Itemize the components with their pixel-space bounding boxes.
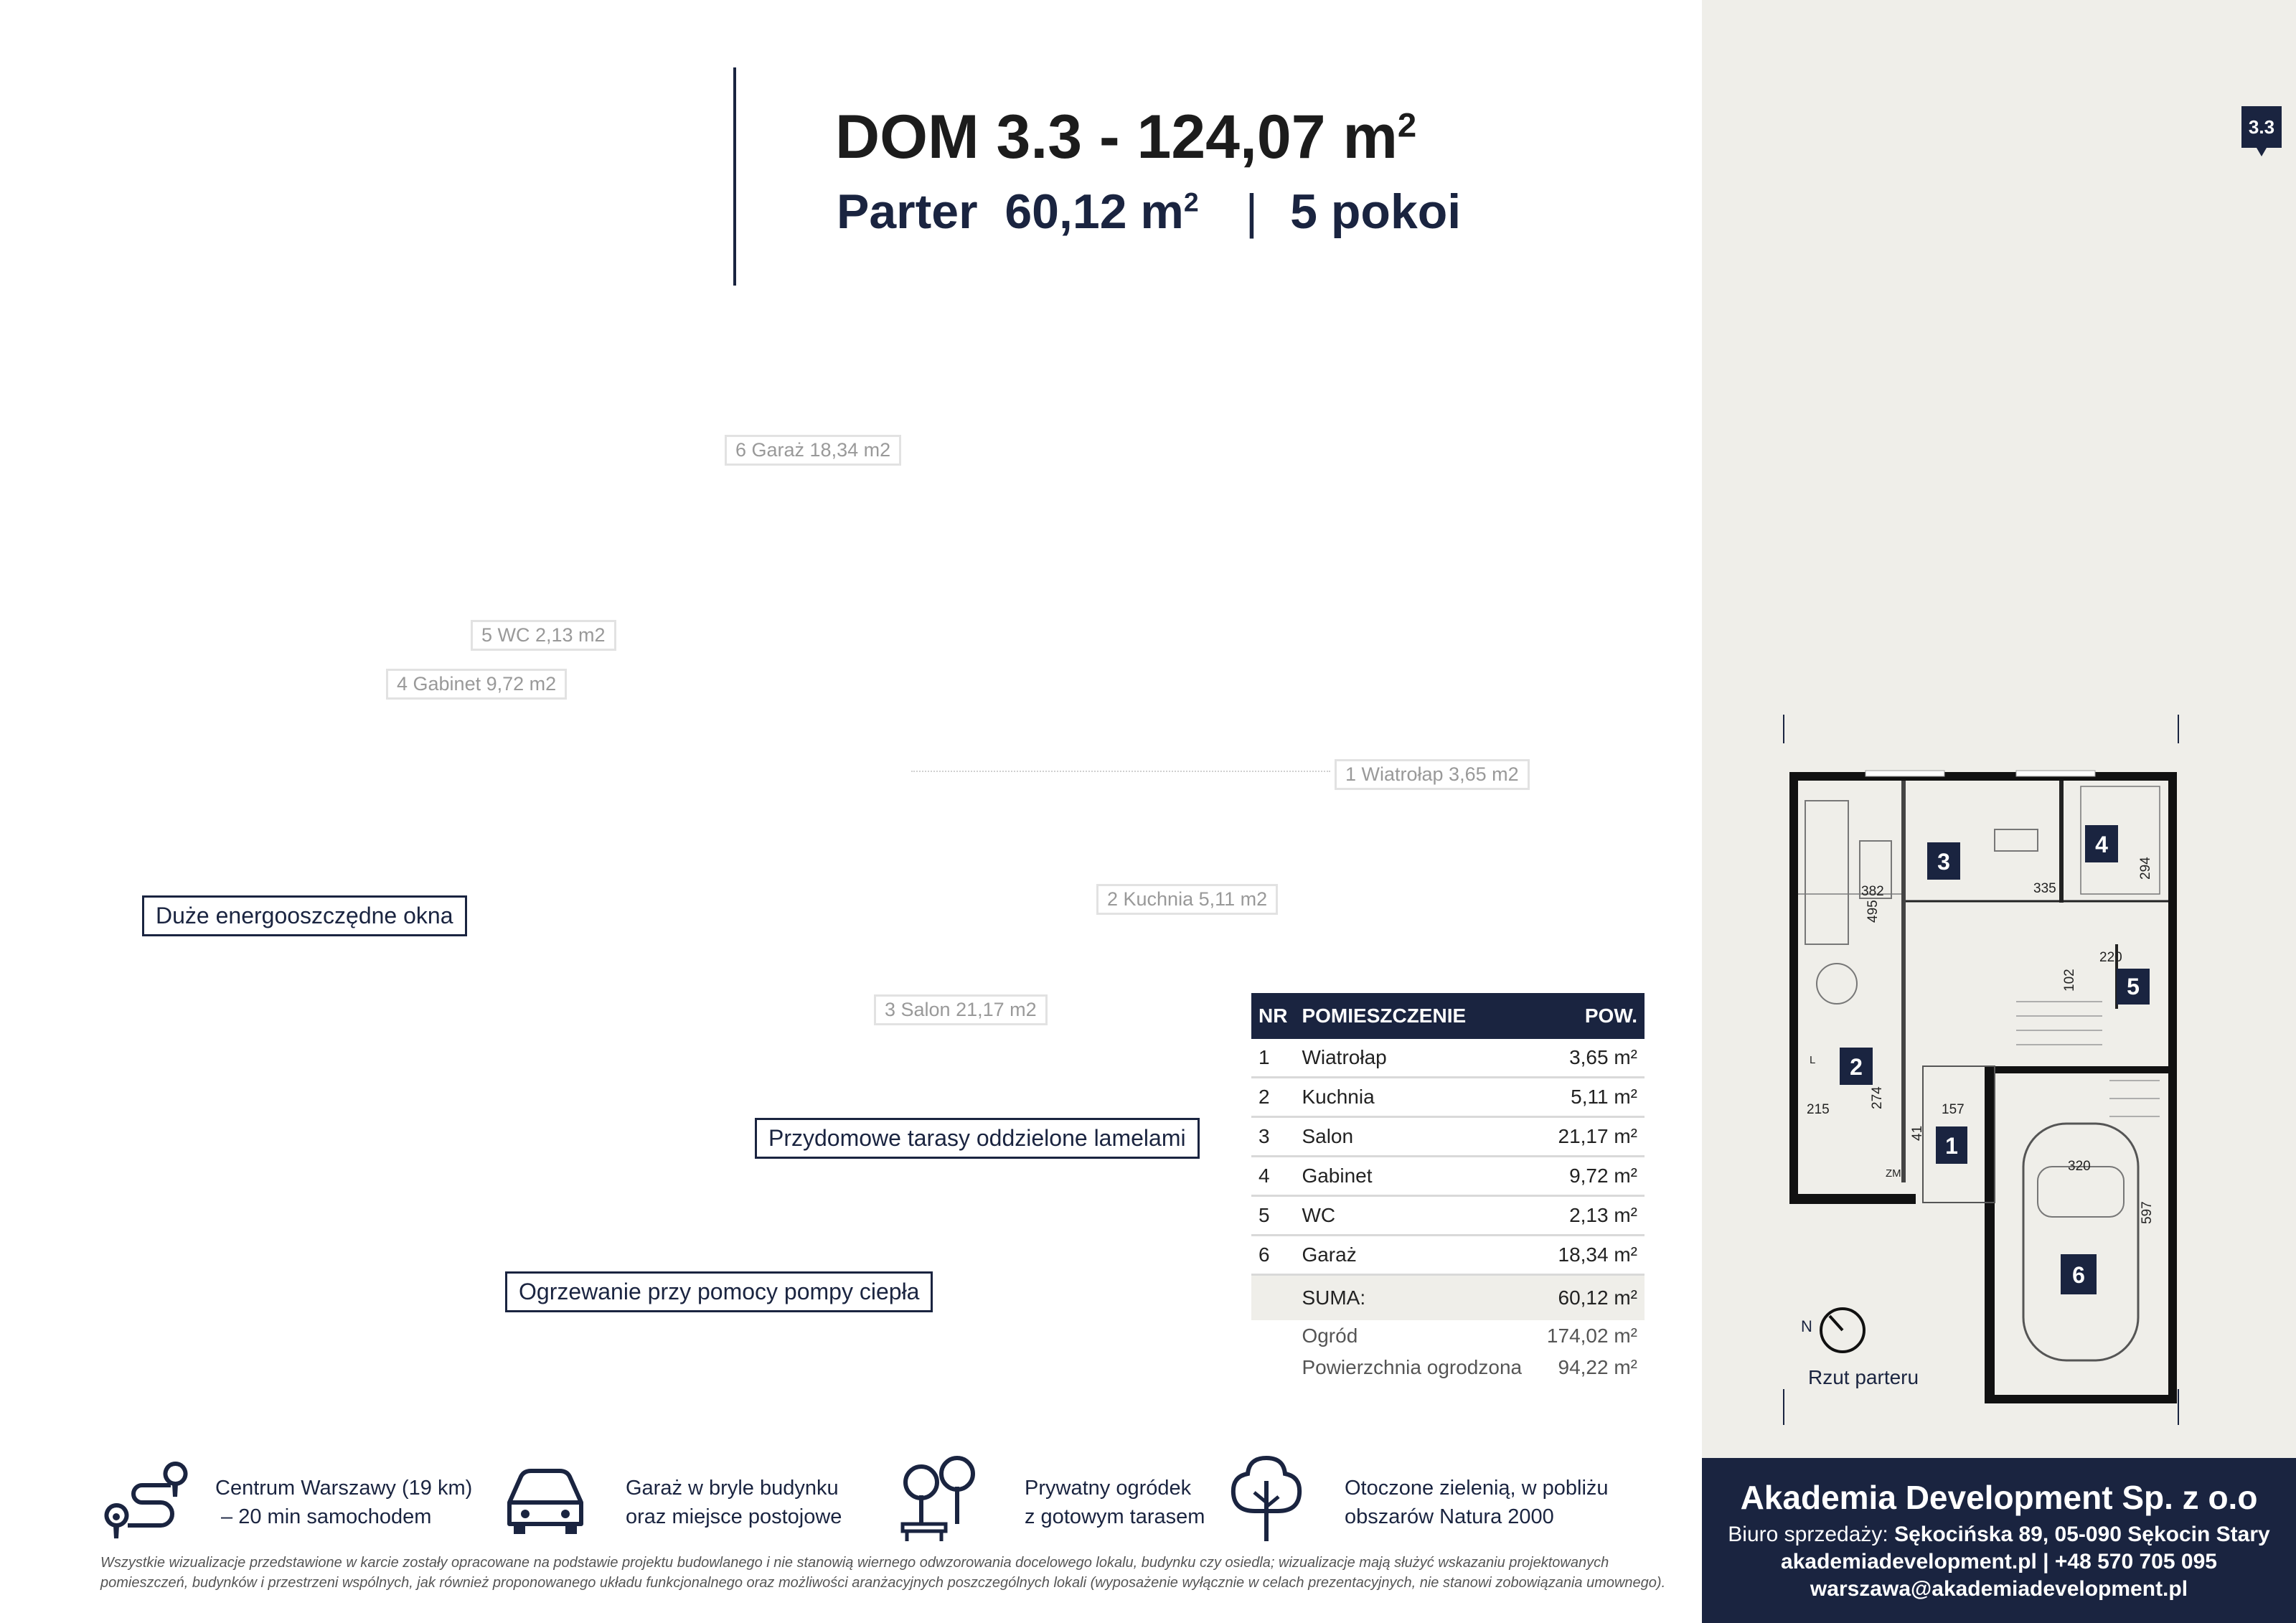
svg-text:294: 294	[2138, 857, 2153, 880]
svg-text:4: 4	[2095, 832, 2108, 857]
svg-text:6: 6	[2072, 1262, 2085, 1288]
feature-garage: Garaż w bryle budynku oraz miejsce postojowe	[626, 1477, 842, 1528]
svg-text:2: 2	[1850, 1054, 1863, 1080]
car-icon	[495, 1459, 596, 1538]
rooms-count: 5 pokoi	[1290, 184, 1462, 239]
svg-text:L: L	[1810, 1054, 1816, 1066]
svg-text:274: 274	[1870, 1086, 1885, 1109]
feature-location: Centrum Warszawy (19 km) – 20 min samochodem	[215, 1477, 473, 1528]
svg-text:1: 1	[1945, 1133, 1958, 1159]
floor-plan	[1779, 707, 2210, 1425]
table-fenced-row: Powierzchnia ogrodzona 94,22 m²	[1302, 1356, 1637, 1378]
trees-bench-icon	[897, 1452, 990, 1546]
svg-text:495: 495	[1866, 900, 1881, 923]
hotspot-office[interactable]: 4 Gabinet 9,72 m2	[386, 669, 567, 700]
col-room: POMIESZCZENIE	[1294, 993, 1536, 1039]
svg-text:5: 5	[2127, 974, 2140, 999]
col-nr: NR	[1251, 993, 1294, 1039]
svg-text:215: 215	[1807, 1102, 1830, 1117]
hotspot-living-room[interactable]: 3 Salon 21,17 m2	[874, 994, 1048, 1025]
company-name: Akademia Development Sp. z o.o	[1740, 1479, 2258, 1516]
plan-caption: Rzut parteru	[1808, 1366, 1919, 1388]
hotspot-leader-line	[911, 771, 1330, 772]
header-divider	[733, 67, 736, 286]
callout-heating: Ogrzewanie przy pomocy pompy ciepła	[505, 1271, 933, 1312]
contact-line[interactable]: akademiadevelopment.pl | +48 570 705 095	[1781, 1550, 2217, 1573]
tree-icon	[1220, 1452, 1313, 1546]
feature-greenery: Otoczone zielenią, w pobliżu obszarów Natura 2000	[1345, 1477, 1609, 1528]
svg-text:N: N	[1801, 1317, 1812, 1335]
svg-text:157: 157	[1942, 1102, 1965, 1117]
table-row: 5 WC 2,13 m²	[1251, 1196, 1645, 1236]
hotspot-wc[interactable]: 5 WC 2,13 m2	[471, 620, 616, 651]
svg-text:335: 335	[2033, 881, 2056, 896]
callout-windows: Duże energooszczędne okna	[142, 895, 467, 936]
svg-text:41: 41	[1910, 1125, 1925, 1141]
company-footer	[1702, 1458, 2296, 1623]
svg-text:597: 597	[2140, 1201, 2155, 1224]
hotspot-kitchen[interactable]: 2 Kuchnia 5,11 m2	[1096, 884, 1278, 915]
table-row: 2 Kuchnia 5,11 m²	[1251, 1078, 1645, 1117]
table-sum-row: SUMA: 60,12 m²	[1251, 1275, 1645, 1321]
svg-text:ZM: ZM	[1886, 1167, 1901, 1180]
room-table	[1251, 993, 1645, 1383]
floor-subtitle: Parter 60,12 $m^2$ | 5 pokoi	[837, 184, 1462, 239]
email-line[interactable]: warszawa@akademiadevelopment.pl	[1810, 1577, 2188, 1601]
table-row: 4 Gabinet 9,72 m²	[1251, 1157, 1645, 1196]
house-title: DOM 3.3 - 124,07 $m^2$	[835, 103, 1417, 171]
feature-garden: Prywatny ogródek z gotowym tarasem	[1025, 1477, 1205, 1528]
table-row: 6 Garaż 18,34 m²	[1251, 1236, 1645, 1275]
callout-terraces: Przydomowe tarasy oddzielone lamelami	[755, 1118, 1200, 1159]
svg-text:320: 320	[2068, 1159, 2091, 1174]
svg-text:3: 3	[1937, 849, 1950, 875]
hotspot-garage[interactable]: 6 Garaż 18,34 m2	[725, 435, 901, 466]
svg-text:102: 102	[2062, 969, 2077, 992]
floor-area: Parter 60,12 m	[837, 184, 1184, 239]
svg-text:382: 382	[1861, 884, 1884, 899]
table-row: 3 Salon 21,17 m²	[1251, 1117, 1645, 1157]
separator: |	[1245, 184, 1258, 239]
svg-text:220: 220	[2099, 950, 2122, 965]
table-row: 1 Wiatrołap 3,65 m²	[1251, 1039, 1645, 1078]
hotspot-vestibule[interactable]: 1 Wiatrołap 3,65 m2	[1335, 759, 1530, 790]
disclaimer: Wszystkie wizualizacje przedstawione w karcie zostały opracowane na podstawie projektu budowlanego i nie stanowią wiernego odwzorowania docelowego lokalu, budynku czy osiedla; wizualizacje mają służyć wskazaniu projektowanych pomieszczeń, budynków i przestrzeni wspólnych, jak również proponowanego układu funkcjonalnego oraz możliwości aranżacyjnych poszczególnych lokali (wyposażenie wyłącznie w celach prezentacyjnych, nie stanowi zobowiązania umownego).	[100, 1555, 1666, 1591]
house-badge: 3.3	[2241, 106, 2282, 148]
office-line: Biuro sprzedaży: Sękocińska 89, 05-090 Sękocin Stary	[1728, 1523, 2270, 1546]
room-table-header	[1251, 993, 1645, 1039]
table-garden-row: Ogród 174,02 m²	[1302, 1325, 1637, 1347]
route-pin-icon	[99, 1457, 192, 1543]
col-area: POW.	[1536, 993, 1645, 1039]
